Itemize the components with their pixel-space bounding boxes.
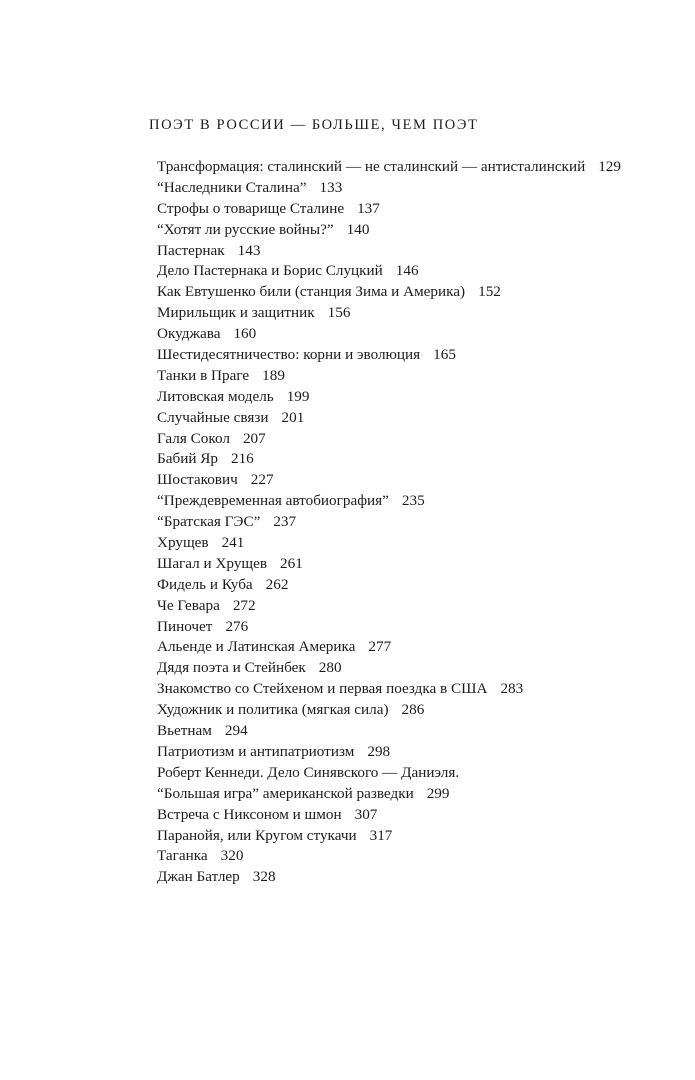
toc-entry <box>157 345 657 366</box>
toc-entry <box>157 178 657 199</box>
toc-entry-page-number: 262 <box>265 575 289 593</box>
toc-entry <box>157 387 657 408</box>
toc-entry <box>157 449 657 470</box>
toc-entry-title: “Большая игра” американской разведки <box>157 784 414 802</box>
toc-entry-page-number: 299 <box>426 784 450 802</box>
toc-entry-title: Шагал и Хрущев <box>157 554 268 572</box>
toc-entry-page-number: 235 <box>401 492 425 510</box>
toc-entry-page-number: 216 <box>230 450 254 468</box>
toc-entry-title: Бабий Яр <box>157 450 218 468</box>
toc-entry-title: Строфы о товарище Сталине <box>157 199 345 217</box>
toc-entry-page-number: 133 <box>319 178 343 196</box>
toc-entry <box>157 617 657 638</box>
toc-entry-title: Роберт Кеннеди. Дело Синявского — Даниэля. <box>157 763 460 781</box>
toc-entry <box>157 784 657 805</box>
toc-entry <box>157 742 657 763</box>
toc-entry <box>157 554 657 575</box>
toc-entry-title: Пастернак <box>157 241 225 259</box>
toc-entry-title: Литовская модель <box>157 387 274 405</box>
toc-entry-page-number: 294 <box>224 722 248 740</box>
toc-entry <box>157 826 657 847</box>
toc-entry-title: Джан Батлер <box>157 868 240 886</box>
toc-entry-title: Встреча с Никсоном и шмон <box>157 805 342 823</box>
table-of-contents <box>157 157 657 888</box>
toc-entry-page-number: 320 <box>220 847 244 865</box>
toc-entry <box>157 303 657 324</box>
toc-entry-title: Пиночет <box>157 617 213 635</box>
toc-entry-title: “Братская ГЭС” <box>157 513 261 531</box>
toc-entry-title: Че Гевара <box>157 596 220 614</box>
toc-entry-page-number: 261 <box>280 554 303 572</box>
toc-entry-page-number: 199 <box>286 387 310 405</box>
toc-entry <box>157 763 657 784</box>
toc-entry <box>157 575 657 596</box>
toc-entry-title: “Наследники Сталина” <box>157 178 307 196</box>
toc-entry-page-number: 317 <box>369 826 393 844</box>
toc-entry-title: Окуджава <box>157 325 221 343</box>
toc-entry-title: Альенде и Латинская Америка <box>157 638 356 656</box>
toc-entry <box>157 429 657 450</box>
toc-entry <box>157 658 657 679</box>
toc-entry-title: Паранойя, или Кругом стукачи <box>157 826 357 844</box>
toc-entry <box>157 700 657 721</box>
toc-entry-page-number: 328 <box>252 868 276 886</box>
toc-entry-page-number: 283 <box>500 680 524 698</box>
toc-entry-title: Художник и политика (мягкая сила) <box>157 701 389 719</box>
toc-entry <box>157 846 657 867</box>
toc-entry <box>157 491 657 512</box>
toc-entry-page-number: 241 <box>221 534 245 552</box>
toc-entry-title: Мирильщик и защитник <box>157 304 315 322</box>
toc-entry-title: Вьетнам <box>157 722 212 740</box>
toc-entry-title: Дело Пастернака и Борис Слуцкий <box>157 262 383 280</box>
toc-entry <box>157 157 657 178</box>
toc-entry <box>157 596 657 617</box>
toc-entry-page-number: 189 <box>262 366 285 384</box>
toc-entry-page-number: 307 <box>354 805 378 823</box>
toc-entry <box>157 408 657 429</box>
toc-entry-page-number: 280 <box>318 659 342 677</box>
toc-entry-title: Таганка <box>157 847 208 865</box>
toc-entry <box>157 366 657 387</box>
toc-entry-page-number: 227 <box>250 471 274 489</box>
toc-entry-page-number: 143 <box>237 241 261 259</box>
toc-entry-title: Случайные связи <box>157 408 269 426</box>
toc-entry-page-number: 152 <box>478 283 501 301</box>
toc-entry-title: Шостакович <box>157 471 238 489</box>
toc-entry <box>157 220 657 241</box>
toc-entry-title: Знакомство со Стейхеном и первая поездка в США <box>157 680 488 698</box>
toc-entry <box>157 533 657 554</box>
toc-entry-page-number: 129 <box>598 158 621 175</box>
toc-entry-page-number: 160 <box>233 325 257 343</box>
running-head: ПОЭТ В РОССИИ — БОЛЬШЕ, ЧЕМ ПОЭТ <box>149 117 479 133</box>
toc-entry-page-number: 165 <box>433 346 456 364</box>
toc-entry-page-number: 146 <box>395 262 419 280</box>
toc-entry-page-number: 201 <box>281 408 305 426</box>
toc-entry-page-number: 156 <box>327 304 351 322</box>
toc-entry-page-number: 277 <box>368 638 392 656</box>
toc-entry <box>157 637 657 658</box>
toc-entry-page-number: 140 <box>346 220 370 238</box>
toc-entry <box>157 199 657 220</box>
toc-entry-title: Танки в Праге <box>157 366 250 384</box>
toc-entry-page-number: 237 <box>273 513 297 531</box>
toc-entry <box>157 241 657 262</box>
toc-entry <box>157 282 657 303</box>
toc-entry-title: Галя Сокол <box>157 429 230 447</box>
toc-entry-page-number: 276 <box>225 617 249 635</box>
toc-entry <box>157 867 657 888</box>
toc-entry-page-number: 286 <box>401 701 425 719</box>
toc-entry-page-number: 272 <box>232 596 256 614</box>
toc-entry <box>157 470 657 491</box>
toc-entry <box>157 805 657 826</box>
toc-entry-title: “Хотят ли русские войны?” <box>157 220 334 238</box>
toc-entry-title: Патриотизм и антипатриотизм <box>157 742 355 760</box>
toc-entry-title: “Преждевременная автобиография” <box>157 492 389 510</box>
toc-entry-page-number: 298 <box>367 742 391 760</box>
toc-entry-title: Дядя поэта и Стейнбек <box>157 659 306 677</box>
toc-entry <box>157 512 657 533</box>
toc-entry-title: Фидель и Куба <box>157 575 253 593</box>
toc-entry-title: Трансформация: сталинский — не сталинский — антисталинский <box>157 158 586 175</box>
toc-entry-title: Шестидесятничество: корни и эволюция <box>157 346 421 364</box>
toc-entry-page-number: 207 <box>242 429 266 447</box>
toc-entry <box>157 679 657 700</box>
toc-entry-title: Как Евтушенко били (станция Зима и Америка) <box>157 283 466 301</box>
toc-entry <box>157 721 657 742</box>
toc-entry <box>157 324 657 345</box>
toc-entry-page-number: 137 <box>357 199 380 217</box>
toc-entry <box>157 261 657 282</box>
toc-entry-title: Хрущев <box>157 534 209 552</box>
